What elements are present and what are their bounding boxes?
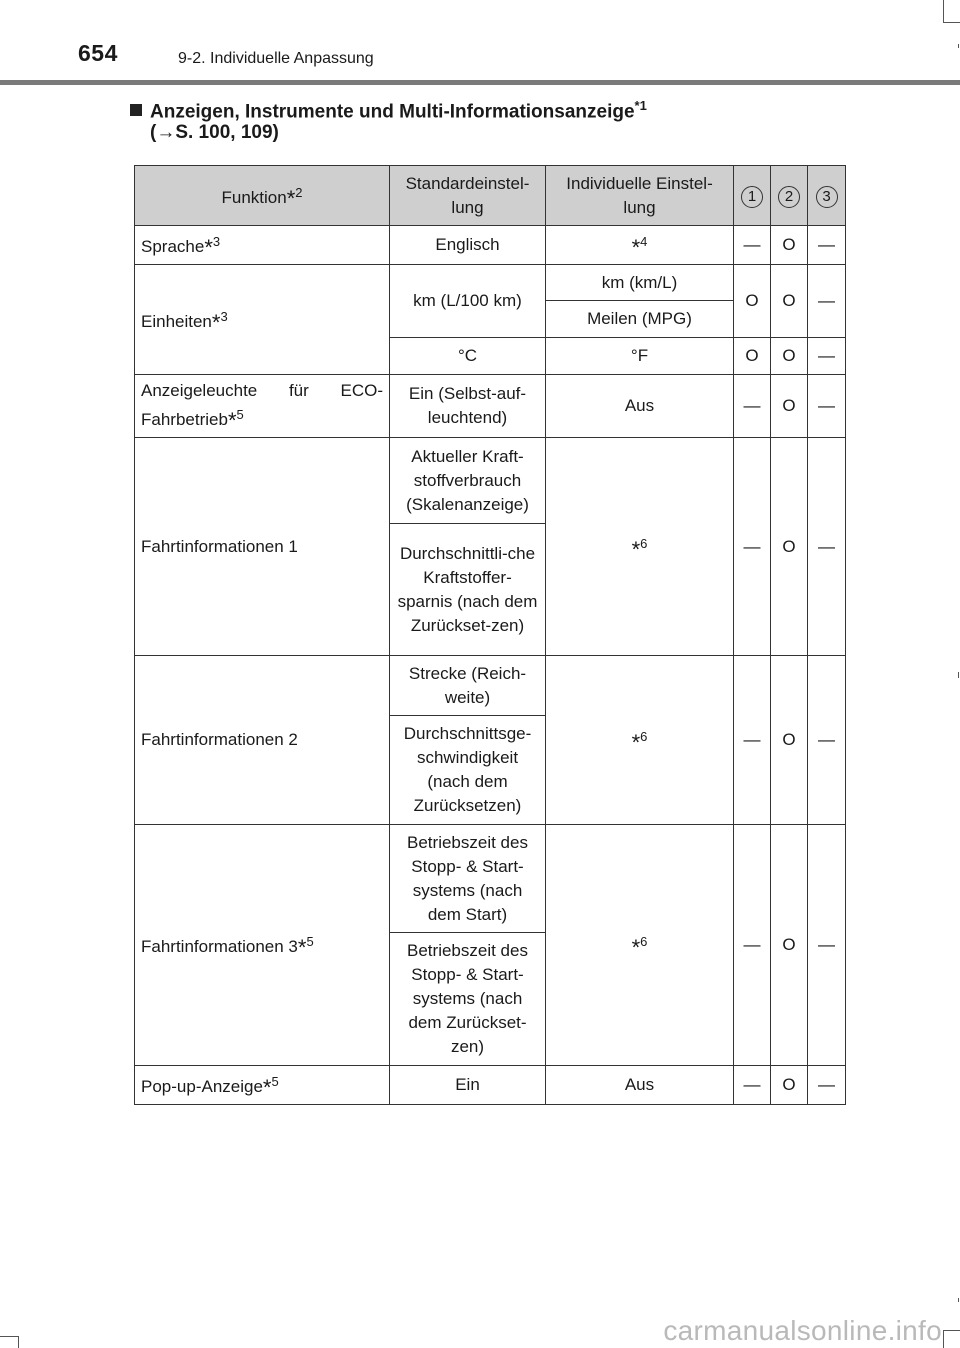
table-row: [135, 825, 846, 933]
cell-function: Pop-up-Anzeige*$^5$: [135, 1066, 390, 1105]
cell-custom: *$^6$: [546, 656, 734, 825]
cell-default: Englisch: [390, 226, 546, 265]
cell-custom: Meilen (MPG): [546, 301, 734, 338]
watermark-logo: carmanualsonline.info: [663, 1315, 942, 1346]
cell-function: Fahrtinformationen 3*$^5$: [135, 825, 390, 1066]
crop-mark: [958, 44, 959, 48]
cell-custom: *$^6$: [546, 438, 734, 656]
crop-mark: [18, 1336, 19, 1348]
cell-col-2: O: [771, 226, 808, 265]
cell-col-1: —: [734, 656, 771, 825]
cell-function: Sprache*$^3$: [135, 226, 390, 265]
cell-col-3: —: [808, 265, 846, 338]
cell-col-2: O: [771, 438, 808, 656]
cell-col-1: —: [734, 438, 771, 656]
cell-function: Fahrtinformationen 2: [135, 656, 390, 825]
cell-col-1: —: [734, 226, 771, 265]
table-row: [135, 1066, 846, 1105]
table-row: [135, 656, 846, 716]
table-row: [135, 375, 846, 438]
settings-table: [134, 165, 846, 1105]
crop-mark: [943, 0, 944, 22]
circled-1-icon: 1: [741, 186, 763, 208]
crop-mark: [0, 1336, 18, 1337]
cell-default: Durchschnittsge-schwindigkeit (nach dem Zurücksetzen): [390, 716, 546, 825]
cell-function: Anzeigeleuchte für ECO-Fahrbetrieb*$^5$: [135, 375, 390, 438]
cell-col-3: —: [808, 375, 846, 438]
cell-col-2: O: [771, 825, 808, 1066]
cell-default: km (L/100 km): [390, 265, 546, 338]
cell-col-3: —: [808, 825, 846, 1066]
crop-mark: [943, 1330, 960, 1331]
header-default: Standardeinstel-lung: [390, 166, 546, 226]
table-row: [135, 438, 846, 524]
cell-col-2: O: [771, 1066, 808, 1105]
cell-col-1: —: [734, 375, 771, 438]
cell-default: °C: [390, 338, 546, 375]
header-col-1: [734, 166, 771, 226]
cell-col-1: O: [734, 265, 771, 338]
cell-col-2: O: [771, 656, 808, 825]
crop-mark: [958, 672, 959, 678]
cell-col-2: O: [771, 338, 808, 375]
cell-col-3: —: [808, 1066, 846, 1105]
cell-custom: °F: [546, 338, 734, 375]
heading-title: Anzeigen, Instrumente und Multi-Informationsanzeige: [150, 101, 635, 123]
cell-col-3: —: [808, 226, 846, 265]
header-col-3: [808, 166, 846, 226]
cell-col-1: O: [734, 338, 771, 375]
cell-default: Betriebszeit des Stopp- & Start-systems (nach dem Zurückset-zen): [390, 933, 546, 1066]
circled-2-icon: 2: [778, 186, 800, 208]
cell-default: Betriebszeit des Stopp- & Start-systems (nach dem Start): [390, 825, 546, 933]
page-reference: (→S. 100, 109): [150, 122, 279, 143]
cell-custom: km (km/L): [546, 265, 734, 301]
cell-col-2: O: [771, 375, 808, 438]
cell-default: Durchschnittli-che Kraftstoffer-sparnis (nach dem Zurückset-zen): [390, 524, 546, 656]
cell-col-2: O: [771, 265, 808, 338]
cell-default: Ein: [390, 1066, 546, 1105]
circled-3-icon: 3: [816, 186, 838, 208]
crop-mark: [958, 1298, 959, 1302]
cell-default: Ein (Selbst-auf-leuchtend): [390, 375, 546, 438]
header-function: Funktion*$^2$: [135, 166, 390, 226]
cell-custom: Aus: [546, 1066, 734, 1105]
table-header-row: [135, 166, 846, 226]
cell-custom: *$^4$: [546, 226, 734, 265]
cell-col-3: —: [808, 656, 846, 825]
cell-col-3: —: [808, 338, 846, 375]
cell-col-3: —: [808, 438, 846, 656]
cell-function: Einheiten*$^3$: [135, 265, 390, 375]
square-bullet-icon: [130, 104, 142, 116]
section-title: 9-2. Individuelle Anpassung: [178, 50, 374, 67]
crop-mark: [943, 1330, 944, 1348]
table-row: [135, 265, 846, 301]
header-col-2: [771, 166, 808, 226]
cell-custom: Aus: [546, 375, 734, 438]
header-divider: [0, 80, 960, 85]
cell-default: Aktueller Kraft-stoffverbrauch (Skalenanzeige): [390, 438, 546, 524]
crop-mark: [943, 22, 960, 23]
header-custom: Individuelle Einstel-lung: [546, 166, 734, 226]
cell-col-1: —: [734, 825, 771, 1066]
table-row: [135, 226, 846, 265]
cell-custom: *$^6$: [546, 825, 734, 1066]
cell-col-1: —: [734, 1066, 771, 1105]
cell-default: Strecke (Reich-weite): [390, 656, 546, 716]
heading-footnote: *1: [634, 98, 647, 113]
page-number: 654: [78, 40, 118, 66]
cell-function: Fahrtinformationen 1: [135, 438, 390, 656]
